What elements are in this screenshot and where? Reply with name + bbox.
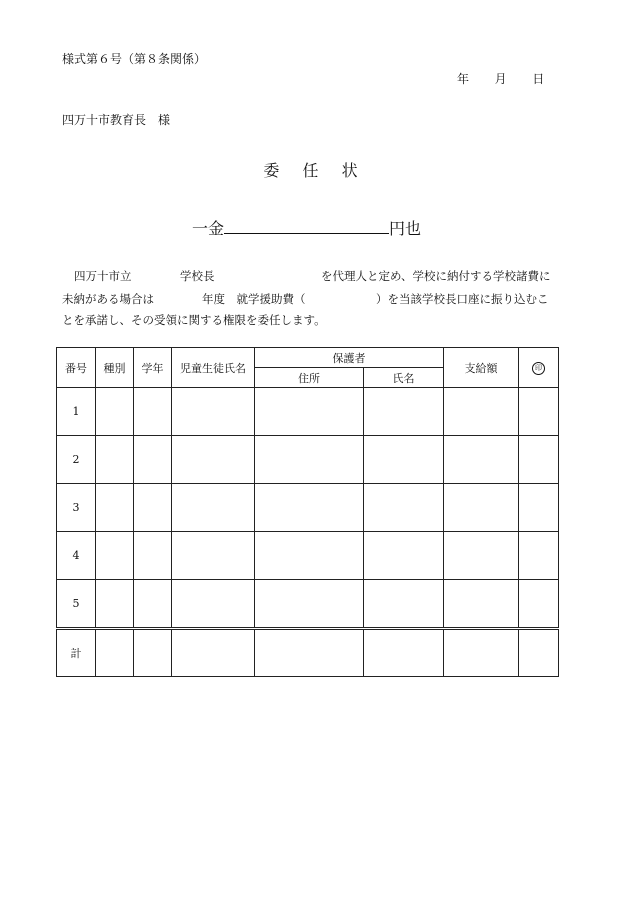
cell-payment[interactable]	[444, 484, 519, 532]
principal-label: 学校長	[180, 269, 215, 283]
cell-seal[interactable]	[519, 388, 559, 436]
date-month: 月	[494, 72, 507, 86]
header-grade: 学年	[134, 348, 172, 388]
date-line	[457, 70, 544, 87]
amount-suffix: 円也	[389, 219, 422, 238]
form-number: 様式第６号（第８条関係）	[62, 52, 207, 66]
proxy-clause: を代理人と定め、学校に納付する学校諸費に	[321, 269, 551, 283]
cell-grade[interactable]	[134, 388, 172, 436]
cell-grade[interactable]	[134, 436, 172, 484]
cell-student-name[interactable]	[172, 484, 255, 532]
cell-student-name[interactable]	[172, 388, 255, 436]
table-row	[57, 436, 559, 484]
cell-address[interactable]	[255, 484, 364, 532]
cell-guardian-name[interactable]	[364, 436, 444, 484]
transfer-clause: ）を当該学校長口座に振り込むこ	[376, 292, 549, 306]
cell-type[interactable]	[96, 484, 134, 532]
cell-address[interactable]	[255, 436, 364, 484]
cell-guardian-name[interactable]	[364, 629, 444, 677]
cell-guardian-name[interactable]	[364, 484, 444, 532]
cell-address[interactable]	[255, 388, 364, 436]
table-row	[57, 484, 559, 532]
cell-seal[interactable]	[519, 436, 559, 484]
addressee: 四万十市教育長 様	[62, 113, 171, 127]
cell-address[interactable]	[255, 580, 364, 629]
header-student-name: 児童生徒氏名	[172, 348, 255, 388]
header-payment: 支給額	[444, 348, 519, 388]
cell-student-name[interactable]	[172, 532, 255, 580]
cell-address[interactable]	[255, 629, 364, 677]
total-row	[57, 629, 559, 677]
cell-payment[interactable]	[444, 436, 519, 484]
cell-grade[interactable]	[134, 629, 172, 677]
cell-guardian-name[interactable]	[364, 532, 444, 580]
row-number: 5	[57, 580, 96, 629]
header-address: 住所	[255, 368, 364, 388]
cell-student-name[interactable]	[172, 580, 255, 629]
cell-payment[interactable]	[444, 388, 519, 436]
cell-payment[interactable]	[444, 580, 519, 629]
school-prefix: 四万十市立	[74, 269, 132, 283]
header-guardian: 保護者	[255, 348, 444, 368]
amount-line	[192, 216, 421, 239]
cell-type[interactable]	[96, 580, 134, 629]
body-line-3: とを承諾し、その受領に関する権限を委任します。	[62, 313, 326, 327]
unpaid-clause: 未納がある場合は	[62, 292, 154, 306]
cell-type[interactable]	[96, 532, 134, 580]
cell-address[interactable]	[255, 532, 364, 580]
cell-seal[interactable]	[519, 484, 559, 532]
table-row	[57, 580, 559, 629]
recipient-table	[56, 347, 559, 677]
amount-prefix: 一金	[192, 219, 225, 238]
row-number: 3	[57, 484, 96, 532]
cell-grade[interactable]	[134, 580, 172, 629]
cell-payment[interactable]	[444, 629, 519, 677]
cell-seal[interactable]	[519, 532, 559, 580]
amount-blank[interactable]	[224, 217, 389, 234]
document-title: 委 任 状	[263, 161, 367, 180]
cell-type[interactable]	[96, 629, 134, 677]
cell-seal[interactable]	[519, 629, 559, 677]
row-number: 2	[57, 436, 96, 484]
header-seal	[519, 348, 559, 388]
table-row	[57, 532, 559, 580]
date-day: 日	[532, 72, 545, 86]
seal-icon: 印	[532, 362, 545, 375]
cell-seal[interactable]	[519, 580, 559, 629]
header-type: 種別	[96, 348, 134, 388]
cell-payment[interactable]	[444, 532, 519, 580]
row-number: 4	[57, 532, 96, 580]
cell-guardian-name[interactable]	[364, 580, 444, 629]
header-guardian-name: 氏名	[364, 368, 444, 388]
cell-type[interactable]	[96, 436, 134, 484]
cell-type[interactable]	[96, 388, 134, 436]
cell-grade[interactable]	[134, 532, 172, 580]
cell-student-name[interactable]	[172, 436, 255, 484]
header-number: 番号	[57, 348, 96, 388]
table-row	[57, 388, 559, 436]
cell-guardian-name[interactable]	[364, 388, 444, 436]
row-number: 1	[57, 388, 96, 436]
cell-student-name[interactable]	[172, 629, 255, 677]
total-label: 計	[57, 629, 96, 677]
fiscal-year-clause: 年度 就学援助費（	[202, 292, 306, 306]
cell-grade[interactable]	[134, 484, 172, 532]
date-year: 年	[457, 72, 470, 86]
